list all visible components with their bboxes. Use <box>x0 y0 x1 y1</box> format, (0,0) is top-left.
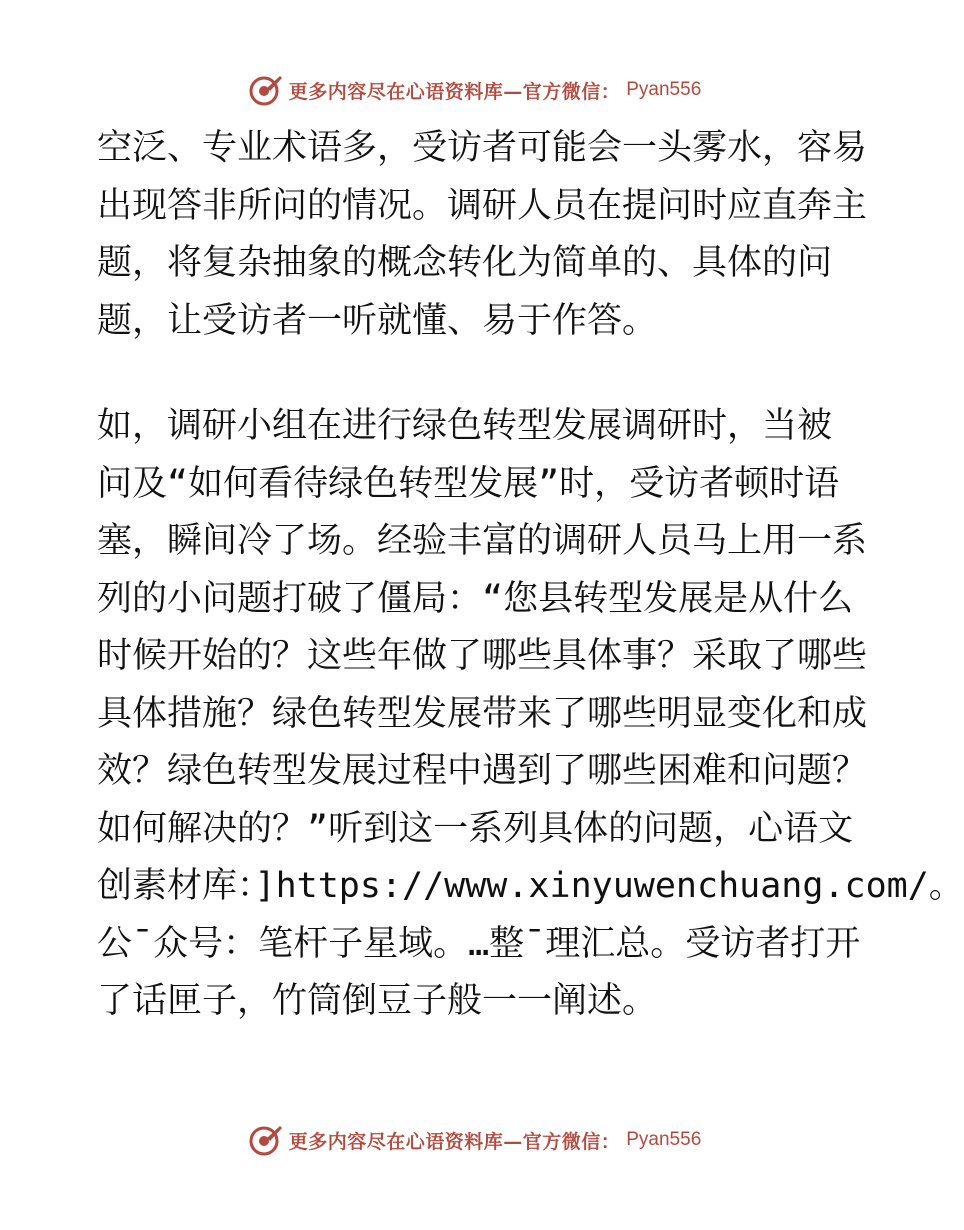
text-line: 公¯众号：笔杆子星域。…整¯理汇总。受访者打开 <box>97 923 861 964</box>
text-line: 具体措施？绿色转型发展带来了哪些明显变化和成 <box>97 693 868 734</box>
body-text <box>97 120 964 1031</box>
text-line: 如何解决的？”听到这一系列具体的问题，心语文 <box>97 808 854 849</box>
brand-logo-icon <box>249 73 283 107</box>
text-line: 题，将复杂抽象的概念转化为简单的、具体的问 <box>97 243 833 283</box>
text-line: 出现答非所问的情况。调研人员在提问时应直奔主 <box>97 185 868 226</box>
text-line: 列的小问题打破了僵局：“您县转型发展是从什么 <box>97 578 854 619</box>
text-line: 题，让受访者一听就懂、易于作答。 <box>97 300 658 341</box>
footer-watermark <box>0 1123 950 1157</box>
text-line: 效？绿色转型发展过程中遇到了哪些困难和问题？ <box>97 751 868 791</box>
text-line: 问及“如何看待绿色转型发展”时，受访者顿时语 <box>97 463 840 504</box>
text-line: 空泛、专业术语多，受访者可能会一头雾水，容易 <box>97 128 868 168</box>
header-banner-text: 更多内容尽在心语资料库—官方微信： <box>288 80 621 103</box>
footer-banner-text: 更多内容尽在心语资料库—官方微信： <box>288 1130 621 1153</box>
text-line: 创素材库：]https://www.xinyuwenchuang.com/。 <box>97 866 964 906</box>
text-line: 时候开始的？这些年做了哪些具体事？采取了哪些 <box>97 636 868 676</box>
header-banner-id: Pyan556 <box>626 79 702 100</box>
header-watermark <box>0 73 950 107</box>
text-line: 了话匣子，竹筒倒豆子般一一阐述。 <box>97 981 658 1021</box>
brand-logo-icon <box>249 1123 283 1157</box>
paragraph-gap <box>97 350 857 398</box>
footer-banner-id: Pyan556 <box>626 1129 702 1150</box>
text-line: 如，调研小组在进行绿色转型发展调研时，当被 <box>97 406 833 446</box>
text-line: 塞，瞬间冷了场。经验丰富的调研人员马上用一系 <box>97 521 868 561</box>
